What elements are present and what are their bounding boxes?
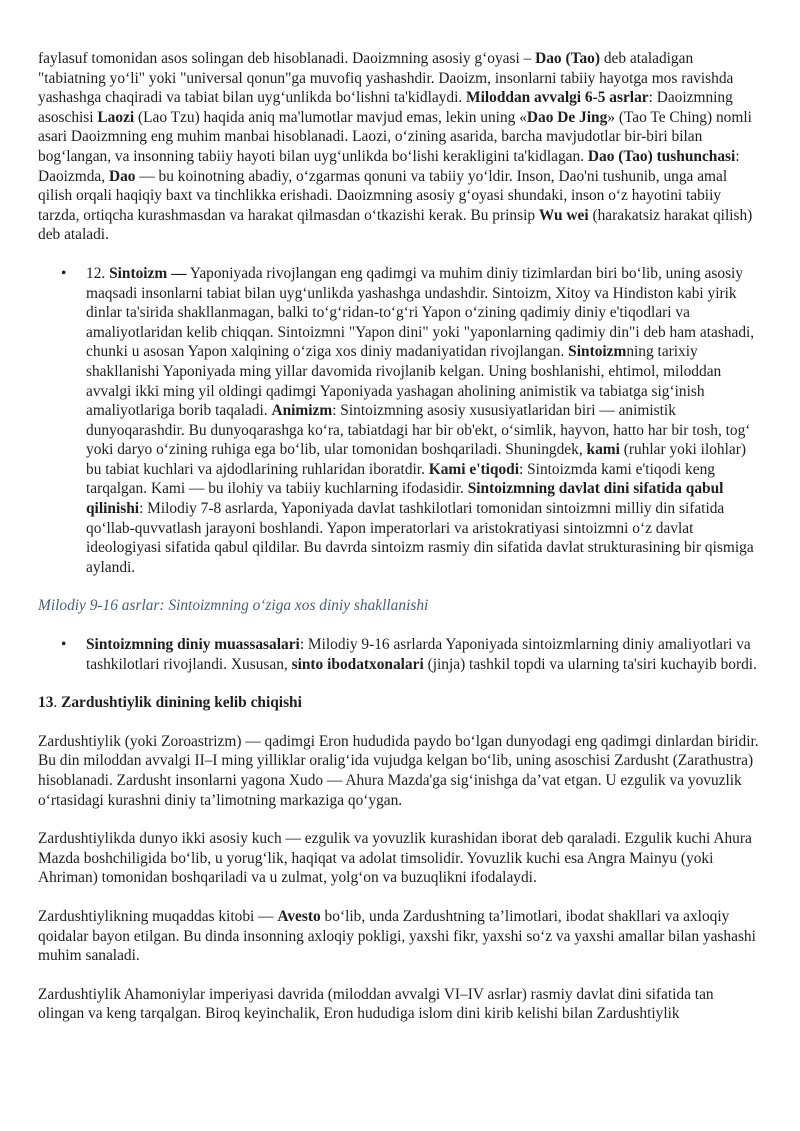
bold-term: Sintoizmning diniy muassasalari xyxy=(86,636,300,654)
bold-term: Kami e'tiqodi xyxy=(428,460,519,478)
text-run: Zardushtiylik (yoki Zoroastrizm) — qadimgi Eron hududida paydo bo‘lgan dunyodagi eng qadimgi dinlardan biridir. Bu din miloddan avvalgi II–I ming yilliklar oralig‘ida vujudga kelgan bo‘lib, uning asoschisi Zardusht (Zarathustra) hisoblanadi. Zardusht insonlarni yagona Xudo — Ahura Mazda'ga sig‘inishga da’vat etgan. U ezgulik va yovuzlik o‘rtasidagi kurashni diniy ta’limotning markaziga qo‘ygan. xyxy=(38,732,759,809)
text-run: . xyxy=(53,694,62,712)
bold-term: Wu wei xyxy=(538,206,589,224)
bullet-icon: • xyxy=(61,636,67,654)
text-run: 12. xyxy=(86,264,110,282)
sintoizm-list xyxy=(38,264,760,578)
zardushtiylik-paragraph-3 xyxy=(38,907,760,966)
bold-term: sinto ibodatxonalari xyxy=(291,655,424,673)
text-run: Yaponiyada rivojlangan eng qadimgi va muhim diniy tizimlardan biri bo‘lib, uning asosiy maqsadi insonlarni tabiat bilan uyg‘unlikda yashashga undashdir. Sintoizm, Xitoy va Hindiston kabi yirik dinlar ta'sirida shakllanmagan, balki to‘g‘ridan-to‘g‘ri Yapon o‘zining qadimiy diniy e'tiqodlari va amaliyotlaridan kelib chiqqan. Sintoizmni "Yapon dini" yoki "yaponlarning qadimiy din"i deb ham atashadi, chunki u asosan Yapon xalqining o‘ziga xos diniy madaniyatidan rivojlangan. xyxy=(86,264,755,361)
bullet-icon: • xyxy=(61,264,67,282)
text-run: bo‘lib, unda Zardushtning ta’limotlari, ibodat shakllari va axloqiy qoidalar bayon etilgan. Bu dinda insonning axloqiy pokligi, yaxshi fikr, yaxshi so‘z va yaxshi amallar bilan yashashi muhim sanaladi. xyxy=(38,907,756,965)
section-13-heading xyxy=(38,693,760,713)
list-item-muassasalar xyxy=(61,635,760,674)
zardushtiylik-paragraph-1 xyxy=(38,732,760,810)
text-run: Zardushtiylikning muqaddas kitobi — xyxy=(38,907,278,925)
bold-term: Laozi xyxy=(97,108,135,126)
text-run: : Milodiy 7-8 asrlarda, Yaponiyada davlat tashkilotlari tomonidan sintoizmni milliy din sifatida qo‘llab-quvvatlash jarayoni boshlandi. Yapon imperatorlari va aristokratiyasi sintoizmni o‘z davlat ideologiyasi sifatida qabul qildilar. Bu davrda sintoizm rasmiy din sifatida davlat strukturasining bir qismiga aylandi. xyxy=(86,500,754,576)
bold-term: Sintoizm xyxy=(568,343,627,361)
bold-term: Dao xyxy=(108,167,136,185)
text-run: ning tarixiy shakllanishi Yaponiyada ming yillar davomida rivojlanib kelgan. Uning boshlanishi, ehtimol, miloddan avvalgi ikki ming yil oldingi qadimgi Yaponiyada yashagan aholining animistik va tabiatga sig‘inish amaliyotlariga borib taqaladi. xyxy=(86,343,722,420)
bold-term: Sintoizm — xyxy=(109,264,187,282)
text-run: (jinja) tashkil topdi va ularning ta'siri kuchayib bordi. xyxy=(423,655,757,673)
zardushtiylik-paragraph-2 xyxy=(38,829,760,888)
bold-term: Avesto xyxy=(277,907,321,925)
sintoizm-text xyxy=(86,265,754,576)
bold-term: Animizm xyxy=(271,402,333,420)
text-run: (ruhlar yoki ilohlar) bu tabiat kuchlari va ajdodlarining ruhlaridan iboratdir. xyxy=(86,441,746,478)
text-run: (harakatsiz harakat qilish) deb ataladi. xyxy=(38,206,753,244)
text-run: : Daoizmning asoschisi xyxy=(38,89,733,126)
text-run: deb ataladigan "tabiatning yo‘li" yoki "universal qonun"ga muvofiq yashashdir. Daoizm, insonlarni tabiiy hayotga mos ravishda yashashga chaqiradi va tabiat bilan uyg‘unlikda bo‘lishni ta'kidlaydi. xyxy=(38,50,734,107)
bold-term: Miloddan avvalgi 6-5 asrlar xyxy=(466,89,649,107)
bold-term: Dao (Tao) tushunchasi xyxy=(587,147,736,165)
text-run: Zardushtiylikda dunyo ikki asosiy kuch — ezgulik va yovuzlik kurashidan iborat deb qaraladi. Ezgulik kuchi Ahura Mazda boshchiligida bo‘lib, u yorug‘lik, haqiqat va adolat timsolidir. Yovuzlik kuchi esa Angra Mainyu (yoki Ahriman) tomonidan boshqariladi va u zulmat, yolg‘on va buzuqlikni ifodalaydi. xyxy=(38,830,752,887)
section-subheading: Milodiy 9-16 asrlar: Sintoizmning o‘ziga xos diniy shakllanishi xyxy=(38,597,429,615)
text-run: : Sintoizmda kami e'tiqodi keng tarqalgan. Kami — bu ilohiy va tabiiy kuchlarning ifodasidir. xyxy=(86,460,715,498)
muassasalar-list xyxy=(38,635,760,674)
list-item-sintoizm xyxy=(61,264,760,578)
bold-term: Dao (Tao) xyxy=(535,50,600,67)
muassasalar-text xyxy=(86,636,757,673)
text-run: faylasuf tomonidan asos solingan deb hisoblanadi. Daoizmning asosiy g‘oyasi – xyxy=(38,50,536,67)
text-run: : Sintoizmning asosiy xususiyatlaridan biri — animistik dunyoqarashdir. Bu dunyoqarashga ko‘ra, tabiatdagi har bir ob'ekt, o‘simlik, hayvon, hatto har bir tosh, tog‘ yoki daryo o‘zining ruhiga ega bo‘lib, ular tomonidan boshqariladi. Shuningdek, xyxy=(86,402,751,459)
bold-term: Zardushtiylik dinining kelib chiqishi xyxy=(61,694,302,712)
text-run: » (Tao Te Ching) nomli asari Daoizmning eng muhim manbai hisoblanadi. Laozi, o‘zining asarida, barcha mavjudotlar bir-biri bilan bog‘langan, va insonning tabiiy hayoti bilan uyg‘unlikda bo‘lishi kerakligini ta'kidlagan. xyxy=(38,108,752,165)
bold-term: Dao De Jing xyxy=(526,108,608,126)
text-run: — bu koinotning abadiy, o‘zgarmas qonuni va tabiiy yo‘ldir. Inson, Dao'ni tushunib, unga amal qilish orqali haqiqiy baxt va tinchlikka erishadi. Daoizmning asosiy g‘oyasi shundaki, inson o‘z hayotini tabiiy tarzda, ortiqcha kurashmasdan va harakat qilmasdan o‘tkazishi kerak. Bu prinsip xyxy=(38,167,728,224)
bold-term: kami xyxy=(586,441,620,459)
text-run: : Daoizmda, xyxy=(38,147,740,185)
text-run: : Milodiy 9-16 asrlarda Yaponiyada sintoizmlarning diniy amaliyotlari va tashkilotlari rivojlandi. Xususan, xyxy=(86,636,751,673)
zardushtiylik-paragraph-4 xyxy=(38,985,760,1024)
bold-term: 13 xyxy=(38,694,54,712)
text-run: (Lao Tzu) haqida aniq ma'lumotlar mavjud emas, lekin uning « xyxy=(134,108,527,126)
daoizm-paragraph xyxy=(38,49,760,245)
bold-term: Sintoizmning davlat dini sifatida qabul qilinishi xyxy=(86,480,724,518)
text-run: Zardushtiylik Ahamoniylar imperiyasi davrida (miloddan avvalgi VI–IV asrlar) rasmiy davlat dini sifatida tan olingan va keng tarqalgan. Biroq keyinchalik, Eron hududiga islom dini kirib kelishi bilan Zardushtiylik xyxy=(38,985,714,1023)
